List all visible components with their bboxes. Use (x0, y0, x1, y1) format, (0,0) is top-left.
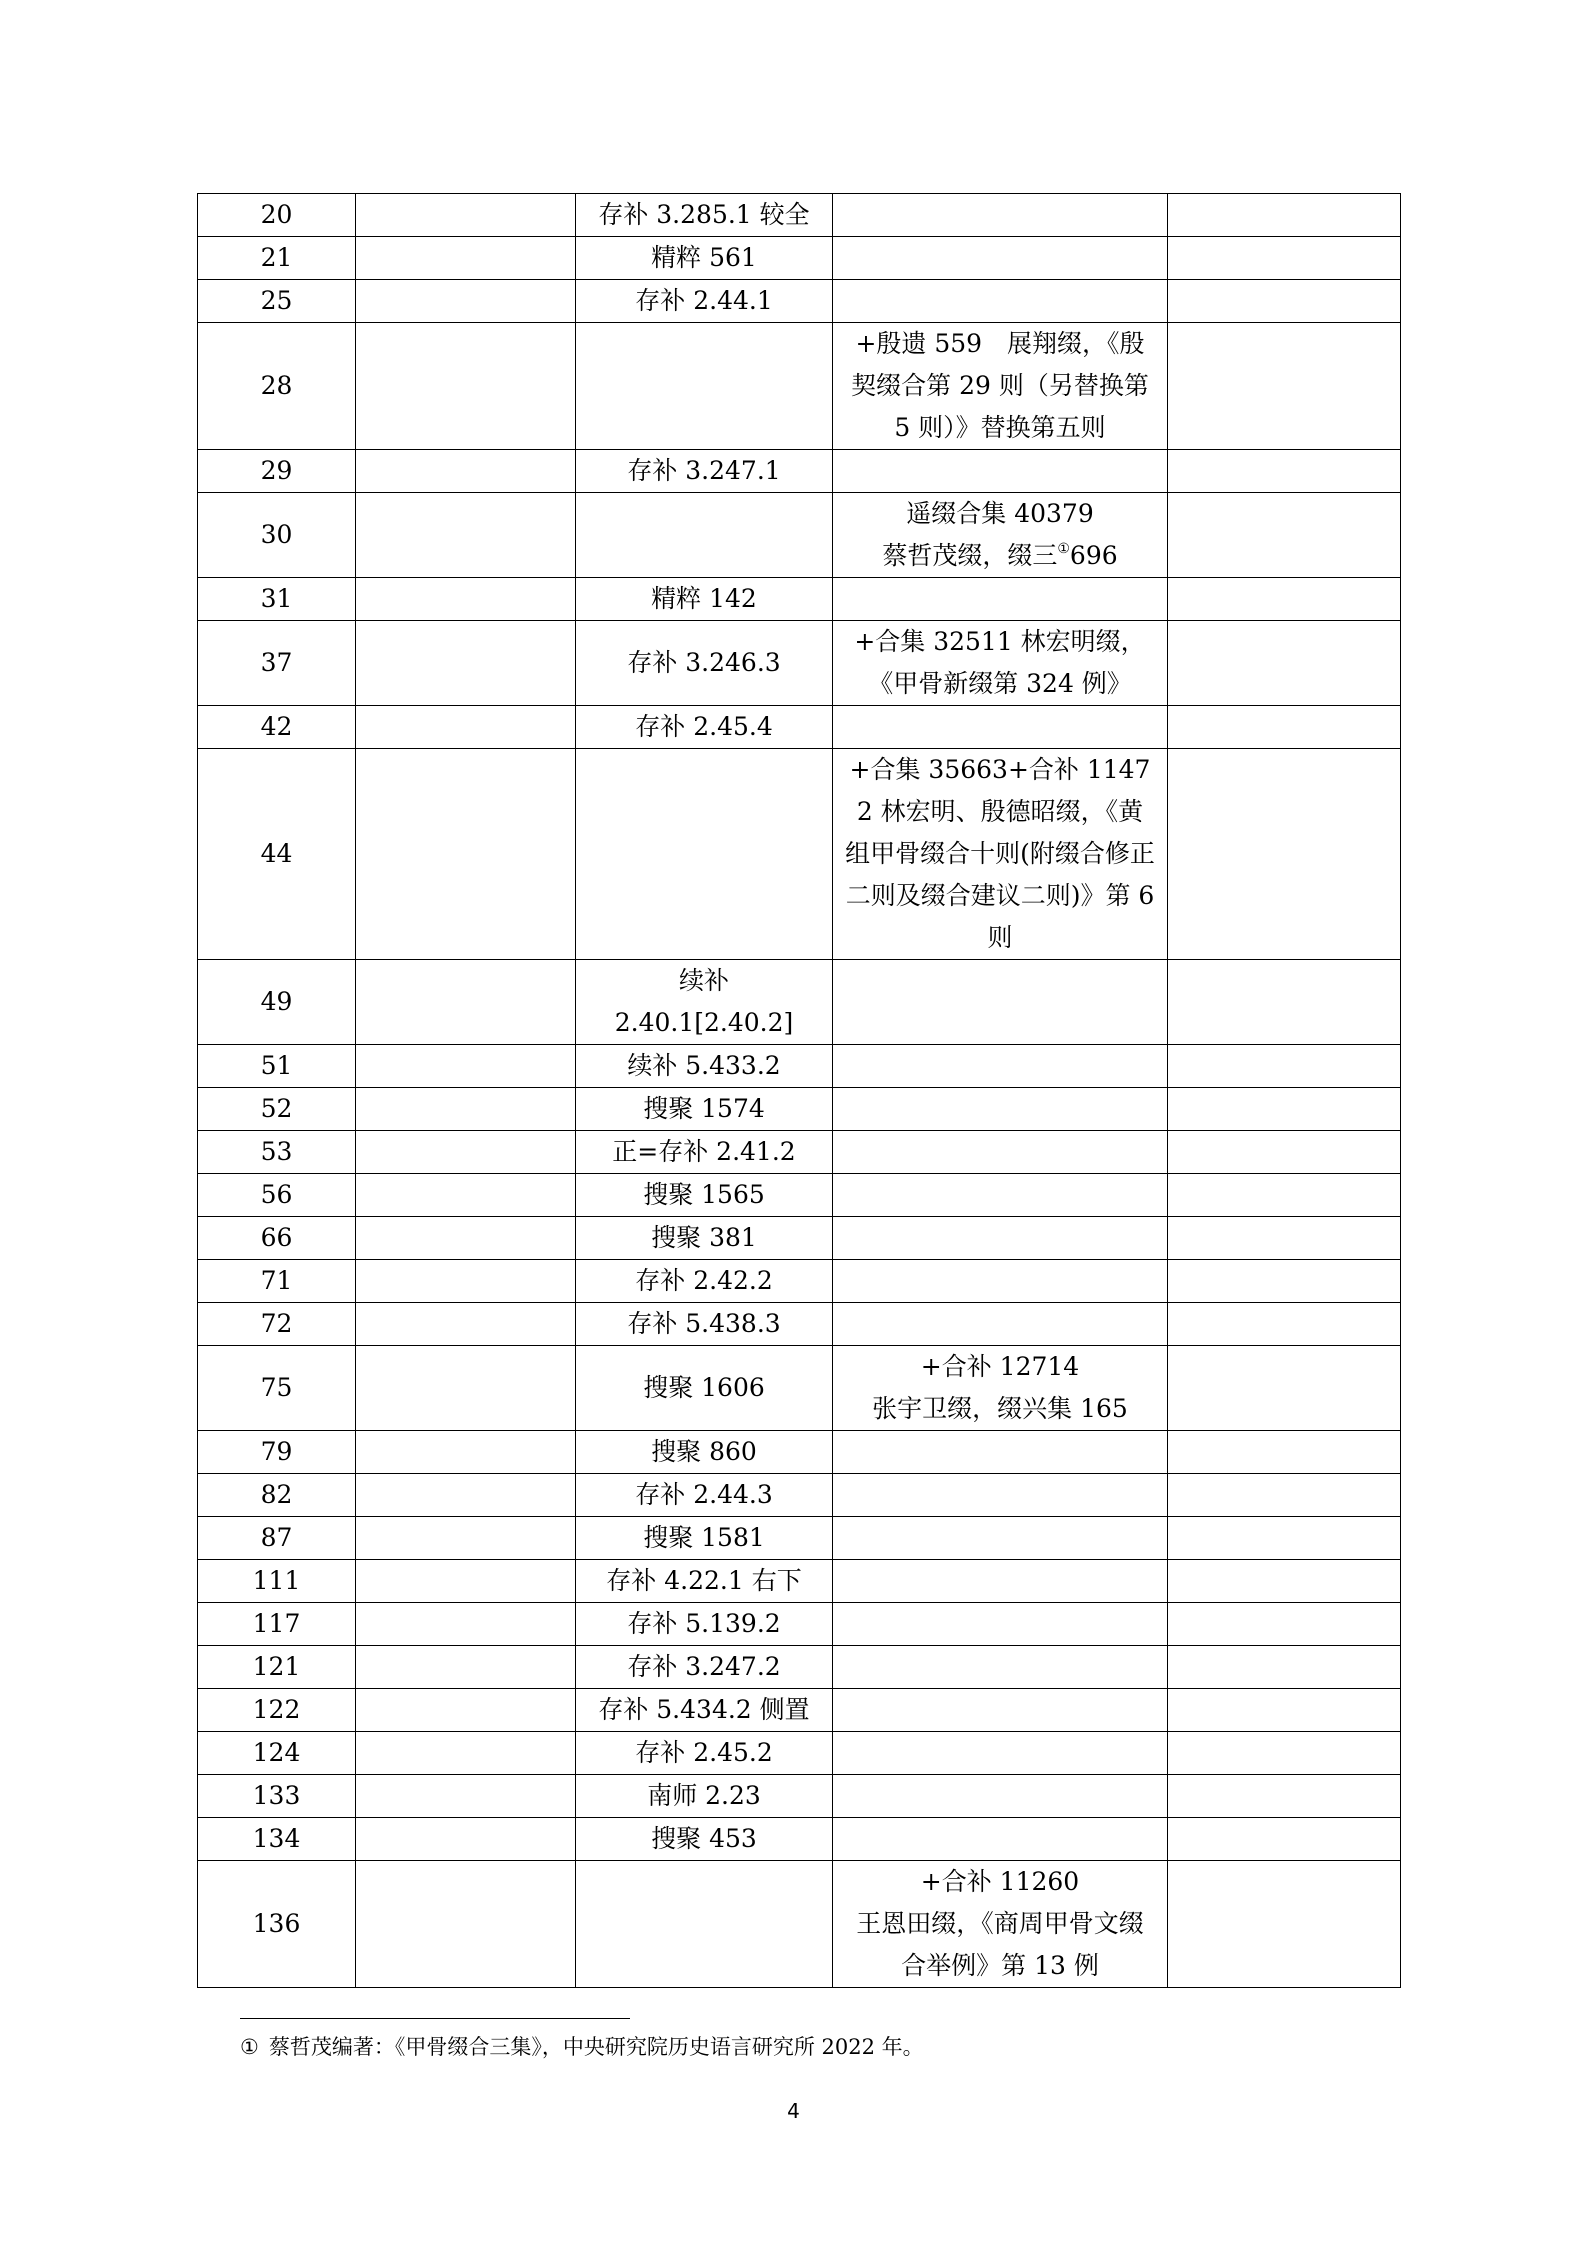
column-c-cell: 存补 5.438.3 (576, 1303, 833, 1346)
row-number-cell: 53 (198, 1131, 356, 1174)
column-e-cell (1168, 1346, 1401, 1431)
column-b-cell (356, 280, 576, 323)
column-c-cell (576, 323, 833, 450)
column-b-cell (356, 1861, 576, 1988)
column-c-cell: 搜聚 1565 (576, 1174, 833, 1217)
column-e-cell (1168, 1088, 1401, 1131)
table-body (198, 194, 1401, 1988)
footnote-reference[interactable]: ① (1057, 541, 1070, 557)
table-row (198, 280, 1401, 323)
column-b-cell (356, 450, 576, 493)
cell-line: 2.40.1[2.40.2] (614, 1008, 794, 1037)
column-d-cell: +合集 32511 林宏明缀，《甲骨新缀第 324 例》 (833, 621, 1168, 706)
column-c-cell: 搜聚 1581 (576, 1517, 833, 1560)
column-e-cell (1168, 237, 1401, 280)
table-row (198, 1217, 1401, 1260)
column-c-cell: 续补 5.433.2 (576, 1045, 833, 1088)
footnote (240, 2032, 924, 2062)
column-e-cell (1168, 1646, 1401, 1689)
column-b-cell (356, 1732, 576, 1775)
table-row (198, 1732, 1401, 1775)
column-b-cell (356, 1217, 576, 1260)
table-row (198, 621, 1401, 706)
column-c-cell (576, 960, 833, 1045)
column-e-cell (1168, 1045, 1401, 1088)
column-d-cell (833, 1088, 1168, 1131)
row-number-cell: 42 (198, 706, 356, 749)
column-d-cell (833, 493, 1168, 578)
cell-line: 遥缀合集 40379 (906, 499, 1094, 528)
row-number-cell: 31 (198, 578, 356, 621)
table-row (198, 1818, 1401, 1861)
table-row (198, 1861, 1401, 1988)
column-d-cell (833, 1260, 1168, 1303)
column-d-cell (833, 1474, 1168, 1517)
row-number-cell: 87 (198, 1517, 356, 1560)
column-c-cell: 存补 5.139.2 (576, 1603, 833, 1646)
column-b-cell (356, 1131, 576, 1174)
column-e-cell (1168, 1217, 1401, 1260)
column-d-cell (833, 1689, 1168, 1732)
table-row (198, 1646, 1401, 1689)
column-b-cell (356, 1474, 576, 1517)
column-c-cell (576, 749, 833, 960)
page-number: 4 (787, 2099, 800, 2123)
column-b-cell (356, 1431, 576, 1474)
table-row (198, 493, 1401, 578)
column-c-cell: 存补 3.247.2 (576, 1646, 833, 1689)
column-d-cell (833, 280, 1168, 323)
table-row (198, 1131, 1401, 1174)
cell-line: +合补 12714 (920, 1352, 1080, 1381)
row-number-cell: 30 (198, 493, 356, 578)
column-b-cell (356, 706, 576, 749)
footnote-mark: ① (240, 2035, 259, 2059)
table-row (198, 1346, 1401, 1431)
row-number-cell: 51 (198, 1045, 356, 1088)
column-b-cell (356, 1517, 576, 1560)
column-c-cell: 正=存补 2.41.2 (576, 1131, 833, 1174)
table-row (198, 1560, 1401, 1603)
column-d-cell (833, 1045, 1168, 1088)
table-row (198, 1260, 1401, 1303)
column-b-cell (356, 194, 576, 237)
column-c-cell: 搜聚 453 (576, 1818, 833, 1861)
column-e-cell (1168, 706, 1401, 749)
column-e-cell (1168, 323, 1401, 450)
column-d-cell (833, 1431, 1168, 1474)
footnote-rule (240, 2018, 630, 2019)
column-b-cell (356, 323, 576, 450)
row-number-cell: 133 (198, 1775, 356, 1818)
column-d-cell (833, 1346, 1168, 1431)
column-e-cell (1168, 749, 1401, 960)
column-d-cell (833, 1646, 1168, 1689)
column-d-cell (833, 706, 1168, 749)
column-c-cell: 存补 3.246.3 (576, 621, 833, 706)
cell-line: +合补 11260 (920, 1867, 1080, 1896)
column-d-cell: +合集 35663+合补 11472 林宏明、殷德昭缀，《黄组甲骨缀合十则(附缀合修正二则及缀合建议二则)》第 6 则 (833, 749, 1168, 960)
column-d-cell (833, 450, 1168, 493)
table-row (198, 578, 1401, 621)
column-b-cell (356, 1689, 576, 1732)
table-row (198, 1603, 1401, 1646)
column-e-cell (1168, 1260, 1401, 1303)
cell-line: 续补 (678, 966, 729, 995)
column-b-cell (356, 621, 576, 706)
column-d-cell (833, 1517, 1168, 1560)
row-number-cell: 117 (198, 1603, 356, 1646)
cell-line: 张宇卫缀，缀兴集 165 (872, 1394, 1128, 1423)
column-c-cell: 南师 2.23 (576, 1775, 833, 1818)
column-e-cell (1168, 1818, 1401, 1861)
column-b-cell (356, 1818, 576, 1861)
column-b-cell (356, 493, 576, 578)
column-c-cell (576, 493, 833, 578)
column-d-cell (833, 578, 1168, 621)
column-b-cell (356, 1174, 576, 1217)
row-number-cell: 124 (198, 1732, 356, 1775)
column-c-cell: 精粹 142 (576, 578, 833, 621)
column-c-cell: 存补 2.44.3 (576, 1474, 833, 1517)
table-row (198, 450, 1401, 493)
column-c-cell: 搜聚 1606 (576, 1346, 833, 1431)
column-e-cell (1168, 493, 1401, 578)
table-row (198, 1045, 1401, 1088)
row-number-cell: 21 (198, 237, 356, 280)
row-number-cell: 29 (198, 450, 356, 493)
column-e-cell (1168, 450, 1401, 493)
row-number-cell: 56 (198, 1174, 356, 1217)
table-row (198, 237, 1401, 280)
column-b-cell (356, 1346, 576, 1431)
column-e-cell (1168, 1517, 1401, 1560)
column-c-cell: 精粹 561 (576, 237, 833, 280)
column-e-cell (1168, 578, 1401, 621)
column-d-cell: +殷遗 559 展翔缀，《殷契缀合第 29 则（另替换第 5 则）》替换第五则 (833, 323, 1168, 450)
column-b-cell (356, 1775, 576, 1818)
column-c-cell: 存补 3.285.1 较全 (576, 194, 833, 237)
row-number-cell: 25 (198, 280, 356, 323)
column-c-cell: 存补 2.45.4 (576, 706, 833, 749)
row-number-cell: 49 (198, 960, 356, 1045)
column-d-cell (833, 237, 1168, 280)
row-number-cell: 37 (198, 621, 356, 706)
row-number-cell: 66 (198, 1217, 356, 1260)
column-e-cell (1168, 280, 1401, 323)
table-row (198, 749, 1401, 960)
row-number-cell: 79 (198, 1431, 356, 1474)
column-d-cell (833, 1732, 1168, 1775)
row-number-cell: 44 (198, 749, 356, 960)
row-number-cell: 71 (198, 1260, 356, 1303)
column-d-cell (833, 960, 1168, 1045)
cell-line: 王恩田缀，《商周甲骨文缀合举例》第 13 例 (856, 1909, 1144, 1980)
row-number-cell: 122 (198, 1689, 356, 1732)
column-e-cell (1168, 1174, 1401, 1217)
column-c-cell: 存补 5.434.2 侧置 (576, 1689, 833, 1732)
column-b-cell (356, 960, 576, 1045)
column-b-cell (356, 1088, 576, 1131)
column-d-cell (833, 1131, 1168, 1174)
column-b-cell (356, 1303, 576, 1346)
row-number-cell: 20 (198, 194, 356, 237)
row-number-cell: 28 (198, 323, 356, 450)
column-b-cell (356, 1045, 576, 1088)
column-d-cell (833, 194, 1168, 237)
column-c-cell: 搜聚 1574 (576, 1088, 833, 1131)
footnote-text: 蔡哲茂编著：《甲骨缀合三集》，中央研究院历史语言研究所 2022 年。 (268, 2035, 924, 2059)
table-row (198, 1775, 1401, 1818)
column-b-cell (356, 1260, 576, 1303)
column-b-cell (356, 749, 576, 960)
column-c-cell: 存补 2.45.2 (576, 1732, 833, 1775)
column-e-cell (1168, 1732, 1401, 1775)
column-d-cell (833, 1818, 1168, 1861)
column-e-cell (1168, 1775, 1401, 1818)
column-d-cell (833, 1303, 1168, 1346)
column-c-cell: 搜聚 381 (576, 1217, 833, 1260)
column-e-cell (1168, 1603, 1401, 1646)
column-d-cell (833, 1775, 1168, 1818)
table-row (198, 1689, 1401, 1732)
column-b-cell (356, 1560, 576, 1603)
cell-line: 696 (1069, 541, 1118, 570)
table-row (198, 1088, 1401, 1131)
row-number-cell: 121 (198, 1646, 356, 1689)
column-c-cell: 存补 4.22.1 右下 (576, 1560, 833, 1603)
table-row (198, 1431, 1401, 1474)
table-row (198, 1174, 1401, 1217)
column-b-cell (356, 1646, 576, 1689)
table-row (198, 1517, 1401, 1560)
column-e-cell (1168, 1560, 1401, 1603)
column-c-cell: 存补 2.44.1 (576, 280, 833, 323)
column-e-cell (1168, 1861, 1401, 1988)
row-number-cell: 75 (198, 1346, 356, 1431)
column-e-cell (1168, 1689, 1401, 1732)
table-row (198, 1303, 1401, 1346)
collation-table (197, 193, 1401, 1988)
table-row (198, 194, 1401, 237)
column-d-cell (833, 1217, 1168, 1260)
column-b-cell (356, 1603, 576, 1646)
column-e-cell (1168, 960, 1401, 1045)
cell-line: 蔡哲茂缀，缀三 (882, 541, 1058, 570)
column-e-cell (1168, 1131, 1401, 1174)
column-b-cell (356, 237, 576, 280)
column-d-cell (833, 1560, 1168, 1603)
column-c-cell: 存补 2.42.2 (576, 1260, 833, 1303)
row-number-cell: 72 (198, 1303, 356, 1346)
table-row (198, 960, 1401, 1045)
column-c-cell: 存补 3.247.1 (576, 450, 833, 493)
row-number-cell: 82 (198, 1474, 356, 1517)
table-row (198, 323, 1401, 450)
column-e-cell (1168, 621, 1401, 706)
column-e-cell (1168, 1303, 1401, 1346)
column-c-cell: 搜聚 860 (576, 1431, 833, 1474)
column-b-cell (356, 578, 576, 621)
column-e-cell (1168, 194, 1401, 237)
column-d-cell (833, 1861, 1168, 1988)
column-c-cell (576, 1861, 833, 1988)
row-number-cell: 136 (198, 1861, 356, 1988)
column-e-cell (1168, 1474, 1401, 1517)
column-e-cell (1168, 1431, 1401, 1474)
table-row (198, 1474, 1401, 1517)
column-d-cell (833, 1174, 1168, 1217)
row-number-cell: 134 (198, 1818, 356, 1861)
column-d-cell (833, 1603, 1168, 1646)
row-number-cell: 111 (198, 1560, 356, 1603)
table-row (198, 706, 1401, 749)
row-number-cell: 52 (198, 1088, 356, 1131)
